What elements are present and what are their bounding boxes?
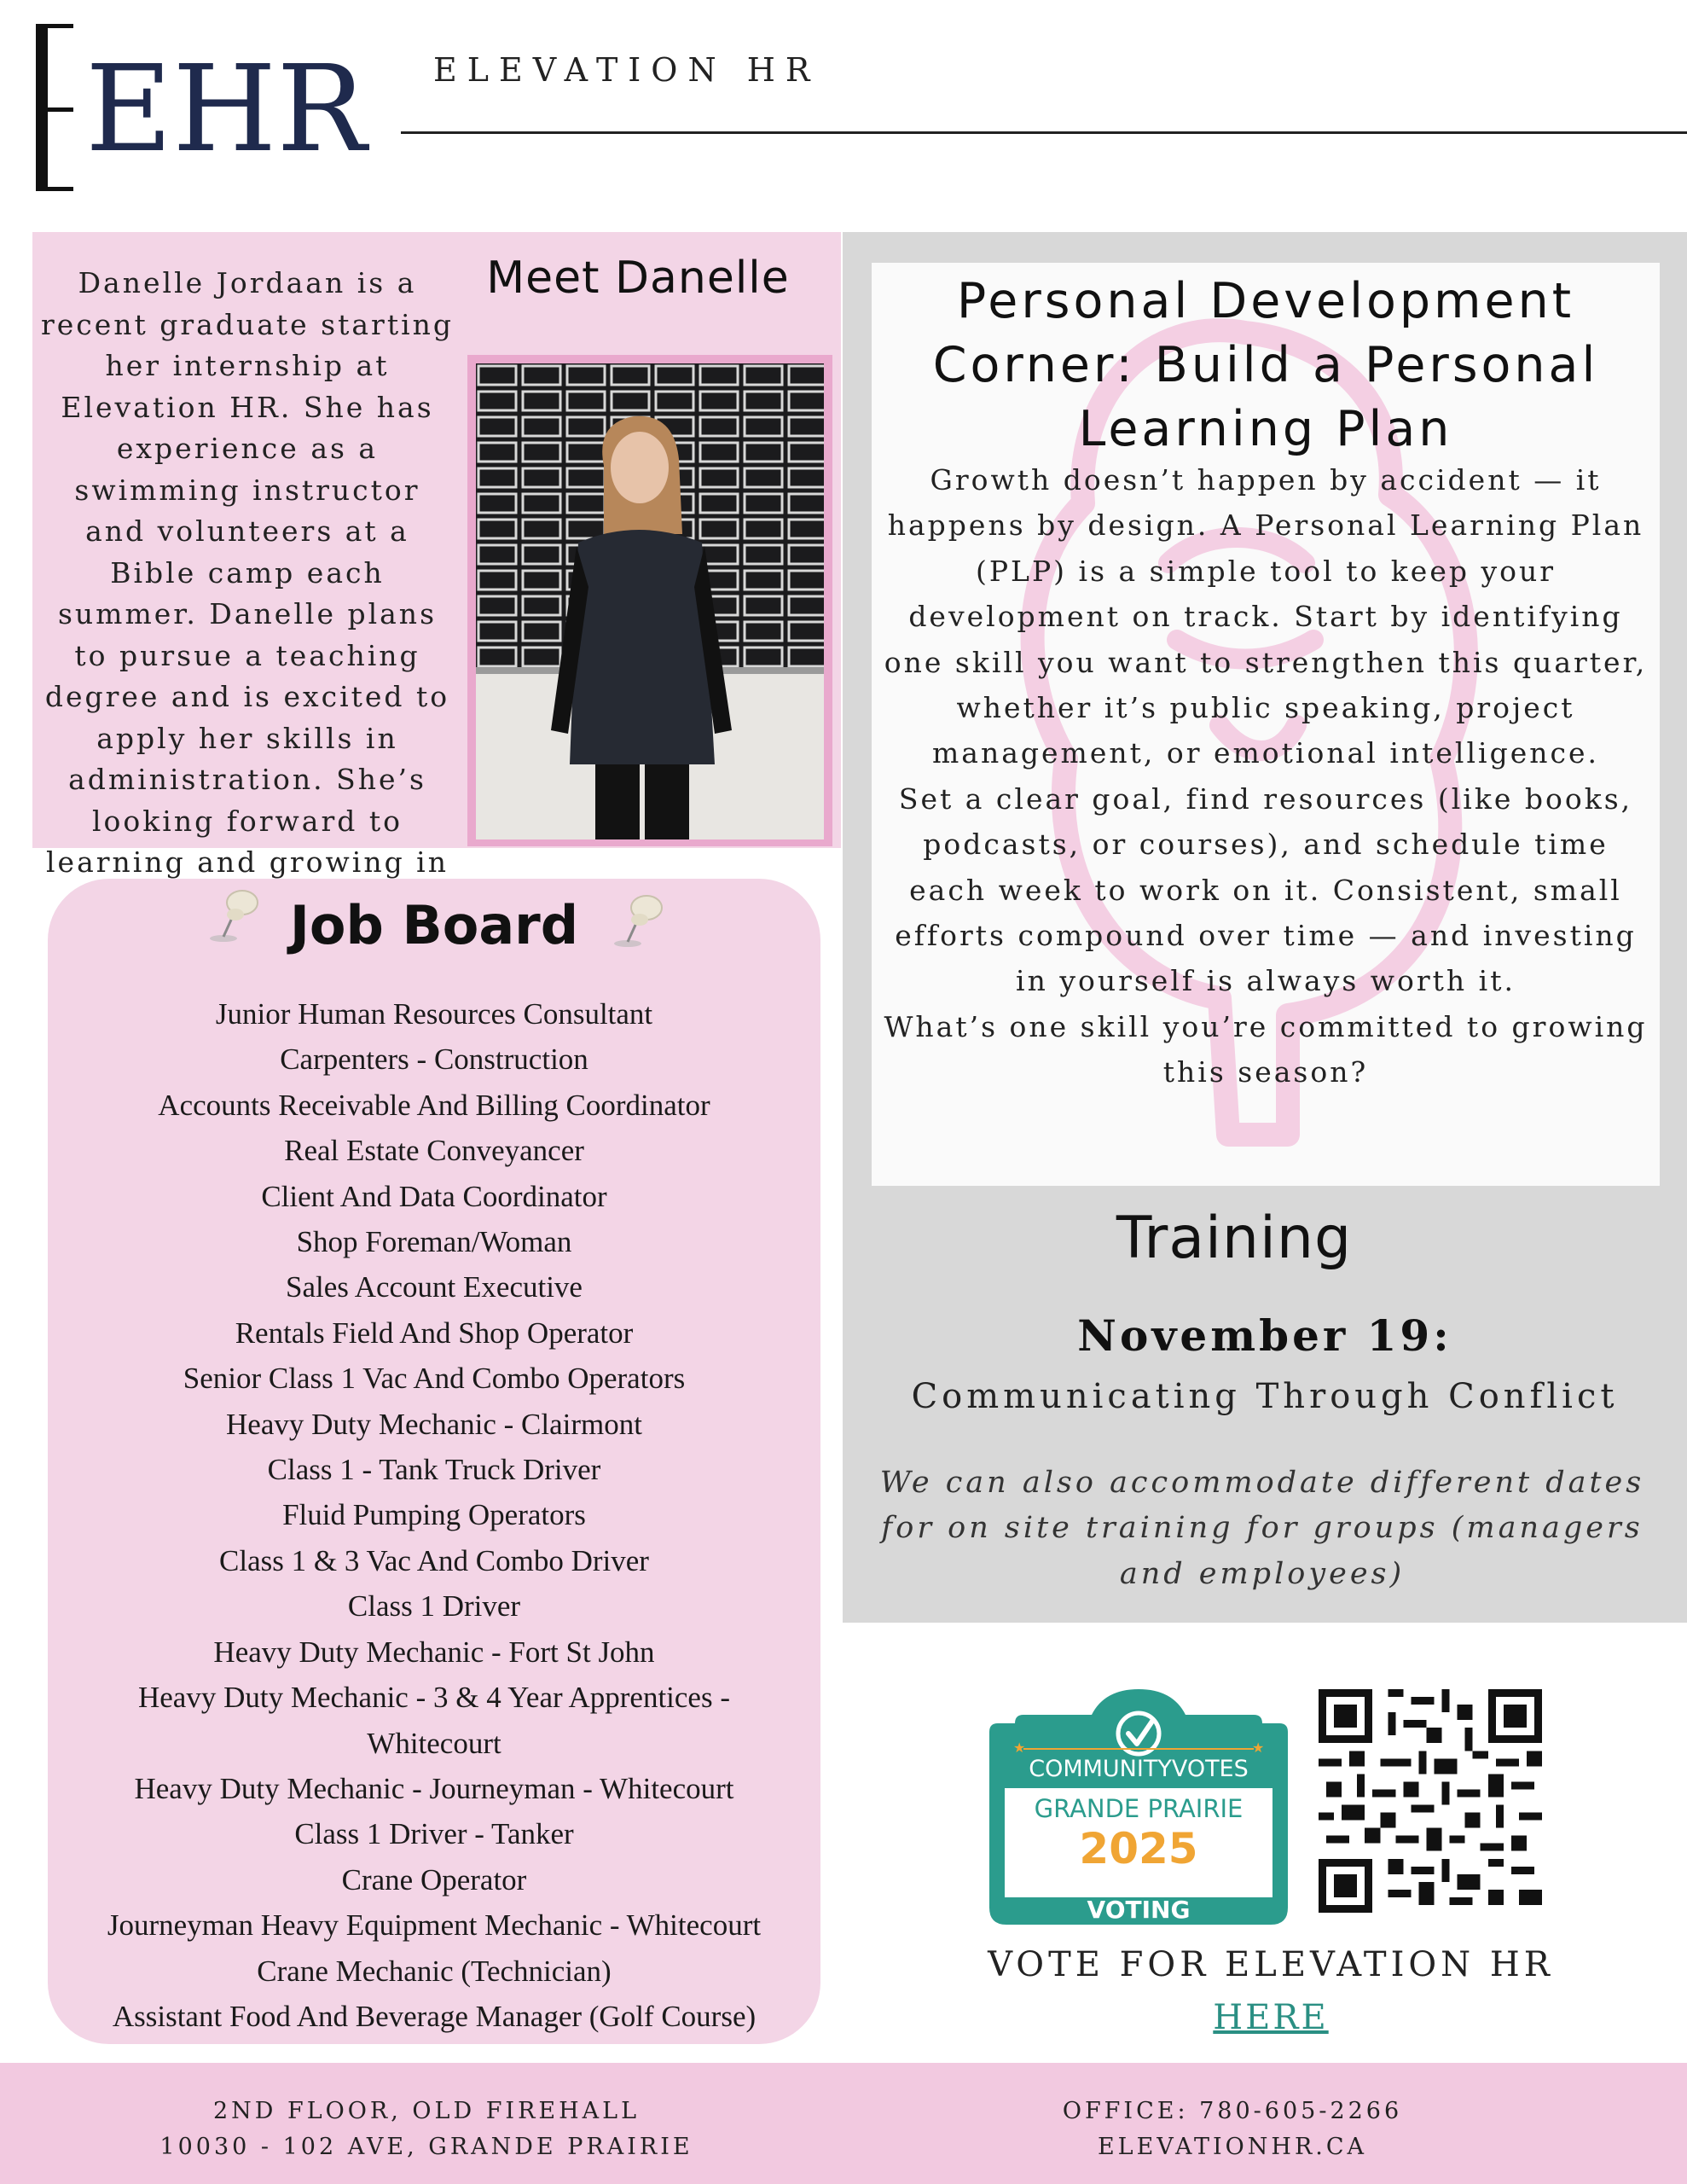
ehr-logo — [32, 24, 367, 195]
svg-text:★: ★ — [1013, 1740, 1026, 1756]
job-item: Journeyman Heavy Equipment Mechanic - Whitecourt — [107, 1908, 762, 1943]
brand-name: ELEVATION HR — [433, 51, 820, 89]
job-item: Carpenters - Construction — [280, 1043, 588, 1077]
footer-address — [85, 2094, 768, 2165]
website-link[interactable]: ELEVATIONHR.CA — [1097, 2134, 1368, 2160]
job-item: Crane Operator — [341, 1862, 527, 1896]
footer-contact — [938, 2094, 1527, 2165]
job-item: Class 1 - Tank Truck Driver — [267, 1453, 601, 1487]
bio-text: Danelle Jordaan is a recent graduate starting her internship at Elevation HR. She has experience as a swimming instructor and volunteers at a Bible camp each summer. Danelle plans to pursue a teaching degree and is excited to apply her skills in administration. She’s looking forward to learning and growing in — [40, 266, 455, 879]
logo-text: EHR — [85, 40, 367, 179]
job-item: Class 1 Driver — [347, 1589, 521, 1623]
training-date: November 19: — [1077, 1310, 1452, 1361]
job-item: Class 1 Driver - Tanker — [294, 1817, 574, 1851]
training-title: Training — [1116, 1205, 1353, 1272]
community-votes-badge — [989, 1689, 1288, 1925]
vote-call-to-action: VOTE FOR ELEVATION HR — [988, 1945, 1554, 1984]
pdc-body — [884, 457, 1648, 1095]
training-topic: Communicating Through Conflict — [911, 1377, 1619, 1416]
job-item: Heavy Duty Mechanic - Fort St John — [213, 1635, 655, 1669]
pdc-paragraph: Set a clear goal, find resources (like books, podcasts, or courses), and schedule time each week to work on it. Consistent, small efforts compound over time — and investing in yourself is always worth it. — [895, 781, 1637, 998]
header-divider — [401, 131, 1687, 134]
job-item: Heavy Duty Mechanic - Clairmont — [226, 1407, 642, 1441]
office-phone: OFFICE: 780-605-2266 — [1062, 2098, 1403, 2124]
meet-title: Meet Danelle — [486, 253, 790, 304]
vote-here-link[interactable]: HERE — [1213, 1998, 1329, 2037]
badge-status: VOTING — [1087, 1896, 1191, 1924]
job-item: Assistant Food And Beverage Manager (Golf Course) — [112, 1999, 757, 2033]
pdc-paragraph: What’s one skill you’re committed to growing this season? — [884, 1009, 1648, 1089]
job-item: Shop Foreman/Woman — [296, 1225, 572, 1259]
job-board-title: Job Board — [289, 894, 579, 956]
badge-brand: COMMUNITYVOTES — [1029, 1756, 1249, 1782]
portrait-photo — [476, 363, 824, 839]
job-item: Rentals Field And Shop Operator — [235, 1316, 634, 1350]
pdc-title: Personal Development Corner: Build a Personal Learning Plan — [932, 273, 1599, 457]
job-item: Senior Class 1 Vac And Combo Operators — [183, 1362, 686, 1396]
address-line-1: 2ND FLOOR, OLD FIREHALL — [212, 2098, 641, 2124]
training-note: We can also accommodate different dates for on site training for groups (managers and employees) — [879, 1466, 1645, 1591]
job-item: Fluid Pumping Operators — [282, 1498, 586, 1532]
job-list — [56, 991, 812, 2039]
job-item: Real Estate Conveyancer — [284, 1134, 584, 1168]
address-line-2: 10030 - 102 AVE, GRANDE PRAIRIE — [159, 2134, 693, 2160]
badge-year: 2025 — [1079, 1824, 1198, 1873]
job-item: Junior Human Resources Consultant — [215, 997, 653, 1031]
job-item: Heavy Duty Mechanic - Journeyman - Whitecourt — [134, 1771, 734, 1805]
job-item: Crane Mechanic (Technician) — [257, 1954, 612, 1988]
job-item: Class 1 & 3 Vac And Combo Driver — [219, 1543, 649, 1577]
svg-text:★: ★ — [1252, 1740, 1265, 1756]
job-item: Client And Data Coordinator — [261, 1179, 607, 1213]
qr-code[interactable] — [1319, 1689, 1542, 1913]
job-item: Accounts Receivable And Billing Coordinator — [158, 1088, 710, 1122]
job-item: Heavy Duty Mechanic - 3 & 4 Year Apprentices - Whitecourt — [138, 1681, 730, 1760]
badge-city: GRANDE PRAIRIE — [1034, 1794, 1244, 1823]
job-item: Sales Account Executive — [286, 1270, 583, 1304]
pdc-paragraph: Growth doesn’t happen by accident — it happens by design. A Personal Learning Plan (PLP) is a simple tool to keep your development on track. Start by identifying one skill you want to strengthen this quarter, whether it’s public speaking, project management, or emotional intelligence. — [884, 463, 1648, 770]
